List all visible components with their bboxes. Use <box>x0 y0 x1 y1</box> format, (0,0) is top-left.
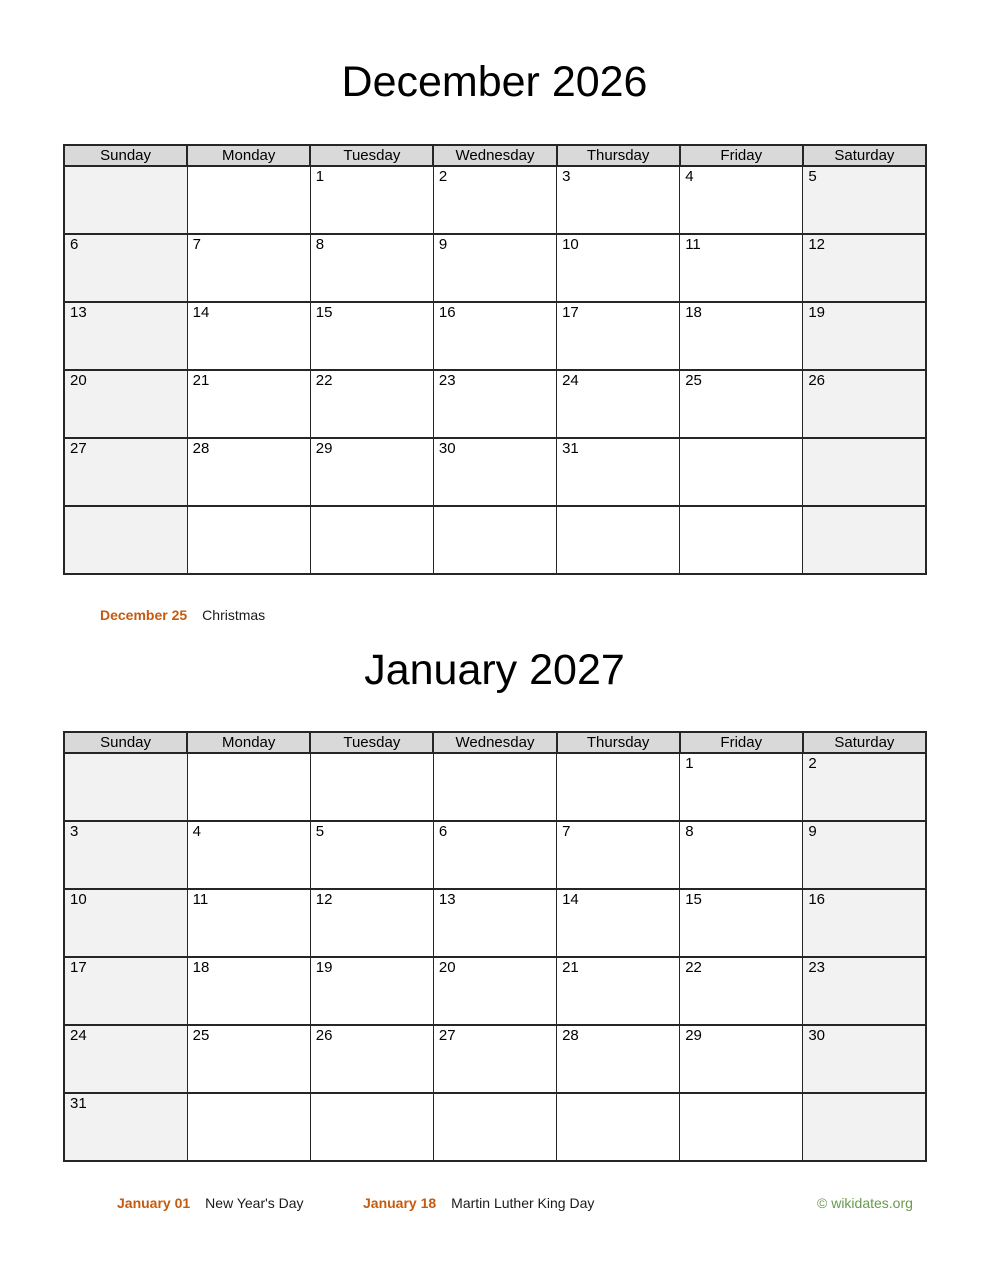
day-cell-16: 16 <box>803 889 926 957</box>
empty-day-cell <box>680 438 803 506</box>
week-row <box>64 438 926 506</box>
calendar-grid-january-2027 <box>63 731 927 1162</box>
day-cell-1: 1 <box>680 753 803 821</box>
weekday-header-monday: Monday <box>187 145 310 166</box>
day-cell-9: 9 <box>433 234 556 302</box>
day-cell-27: 27 <box>64 438 187 506</box>
day-cell-10: 10 <box>64 889 187 957</box>
day-cell-12: 12 <box>310 889 433 957</box>
day-cell-25: 25 <box>680 370 803 438</box>
week-row <box>64 234 926 302</box>
day-cell-30: 30 <box>433 438 556 506</box>
day-cell-1: 1 <box>310 166 433 234</box>
day-cell-30: 30 <box>803 1025 926 1093</box>
day-cell-26: 26 <box>310 1025 433 1093</box>
day-cell-9: 9 <box>803 821 926 889</box>
weekday-header-monday: Monday <box>187 732 310 753</box>
day-cell-14: 14 <box>557 889 680 957</box>
week-row <box>64 370 926 438</box>
weekday-header-sunday: Sunday <box>64 145 187 166</box>
calendar-grid-december-2026 <box>63 144 927 575</box>
weekday-header-row <box>64 732 926 753</box>
holiday-label: New Year's Day <box>205 1195 304 1211</box>
week-row <box>64 1093 926 1161</box>
holiday-label: Christmas <box>202 607 266 623</box>
day-cell-21: 21 <box>187 370 310 438</box>
empty-day-cell <box>310 1093 433 1161</box>
holiday-note-christmas <box>100 605 265 625</box>
weekday-header-row <box>64 145 926 166</box>
day-cell-15: 15 <box>680 889 803 957</box>
empty-day-cell <box>310 506 433 574</box>
empty-day-cell <box>187 1093 310 1161</box>
day-cell-5: 5 <box>803 166 926 234</box>
empty-day-cell <box>187 166 310 234</box>
day-cell-14: 14 <box>187 302 310 370</box>
weekday-header-friday: Friday <box>680 732 803 753</box>
empty-day-cell <box>187 753 310 821</box>
day-cell-27: 27 <box>433 1025 556 1093</box>
weekday-header-saturday: Saturday <box>803 145 926 166</box>
week-row <box>64 957 926 1025</box>
day-cell-26: 26 <box>803 370 926 438</box>
week-row <box>64 889 926 957</box>
day-cell-16: 16 <box>433 302 556 370</box>
week-row <box>64 302 926 370</box>
weekday-header-wednesday: Wednesday <box>433 732 556 753</box>
day-cell-28: 28 <box>187 438 310 506</box>
day-cell-4: 4 <box>680 166 803 234</box>
day-cell-5: 5 <box>310 821 433 889</box>
day-cell-19: 19 <box>310 957 433 1025</box>
day-cell-18: 18 <box>187 957 310 1025</box>
empty-day-cell <box>557 753 680 821</box>
day-cell-28: 28 <box>557 1025 680 1093</box>
empty-day-cell <box>803 1093 926 1161</box>
weekday-header-tuesday: Tuesday <box>310 145 433 166</box>
day-cell-29: 29 <box>310 438 433 506</box>
holiday-note-mlk-day <box>363 1193 594 1213</box>
day-cell-20: 20 <box>64 370 187 438</box>
week-row <box>64 821 926 889</box>
holiday-label: Martin Luther King Day <box>451 1195 595 1211</box>
holiday-date: December 25 <box>100 607 188 623</box>
day-cell-6: 6 <box>433 821 556 889</box>
empty-day-cell <box>64 506 187 574</box>
day-cell-19: 19 <box>803 302 926 370</box>
week-row <box>64 506 926 574</box>
day-cell-11: 11 <box>680 234 803 302</box>
week-row <box>64 1025 926 1093</box>
day-cell-31: 31 <box>64 1093 187 1161</box>
day-cell-23: 23 <box>803 957 926 1025</box>
day-cell-17: 17 <box>64 957 187 1025</box>
day-cell-20: 20 <box>433 957 556 1025</box>
day-cell-15: 15 <box>310 302 433 370</box>
weekday-header-thursday: Thursday <box>557 145 680 166</box>
week-row <box>64 753 926 821</box>
day-cell-7: 7 <box>557 821 680 889</box>
day-cell-22: 22 <box>680 957 803 1025</box>
empty-day-cell <box>803 506 926 574</box>
weekday-header-saturday: Saturday <box>803 732 926 753</box>
weekday-header-sunday: Sunday <box>64 732 187 753</box>
empty-day-cell <box>557 1093 680 1161</box>
month-title-january-2027: January 2027 <box>364 646 625 694</box>
weekday-header-tuesday: Tuesday <box>310 732 433 753</box>
holiday-date: January 18 <box>363 1195 437 1211</box>
day-cell-29: 29 <box>680 1025 803 1093</box>
holiday-note-new-years-day <box>117 1193 304 1213</box>
day-cell-10: 10 <box>557 234 680 302</box>
empty-day-cell <box>433 506 556 574</box>
day-cell-12: 12 <box>803 234 926 302</box>
wikidates-credit-link[interactable]: © wikidates.org <box>817 1195 913 1211</box>
holiday-date: January 01 <box>117 1195 191 1211</box>
empty-day-cell <box>680 1093 803 1161</box>
weekday-header-thursday: Thursday <box>557 732 680 753</box>
day-cell-7: 7 <box>187 234 310 302</box>
day-cell-31: 31 <box>557 438 680 506</box>
day-cell-3: 3 <box>64 821 187 889</box>
day-cell-6: 6 <box>64 234 187 302</box>
day-cell-18: 18 <box>680 302 803 370</box>
day-cell-21: 21 <box>557 957 680 1025</box>
week-row <box>64 166 926 234</box>
empty-day-cell <box>433 1093 556 1161</box>
month-title-december-2026: December 2026 <box>341 58 648 106</box>
empty-day-cell <box>187 506 310 574</box>
day-cell-24: 24 <box>557 370 680 438</box>
day-cell-2: 2 <box>803 753 926 821</box>
day-cell-24: 24 <box>64 1025 187 1093</box>
day-cell-3: 3 <box>557 166 680 234</box>
day-cell-17: 17 <box>557 302 680 370</box>
empty-day-cell <box>557 506 680 574</box>
day-cell-23: 23 <box>433 370 556 438</box>
day-cell-8: 8 <box>310 234 433 302</box>
empty-day-cell <box>680 506 803 574</box>
empty-day-cell <box>433 753 556 821</box>
day-cell-8: 8 <box>680 821 803 889</box>
empty-day-cell <box>803 438 926 506</box>
day-cell-13: 13 <box>64 302 187 370</box>
day-cell-22: 22 <box>310 370 433 438</box>
empty-day-cell <box>310 753 433 821</box>
day-cell-4: 4 <box>187 821 310 889</box>
weekday-header-friday: Friday <box>680 145 803 166</box>
weekday-header-wednesday: Wednesday <box>433 145 556 166</box>
empty-day-cell <box>64 166 187 234</box>
empty-day-cell <box>64 753 187 821</box>
day-cell-11: 11 <box>187 889 310 957</box>
day-cell-13: 13 <box>433 889 556 957</box>
day-cell-2: 2 <box>433 166 556 234</box>
day-cell-25: 25 <box>187 1025 310 1093</box>
